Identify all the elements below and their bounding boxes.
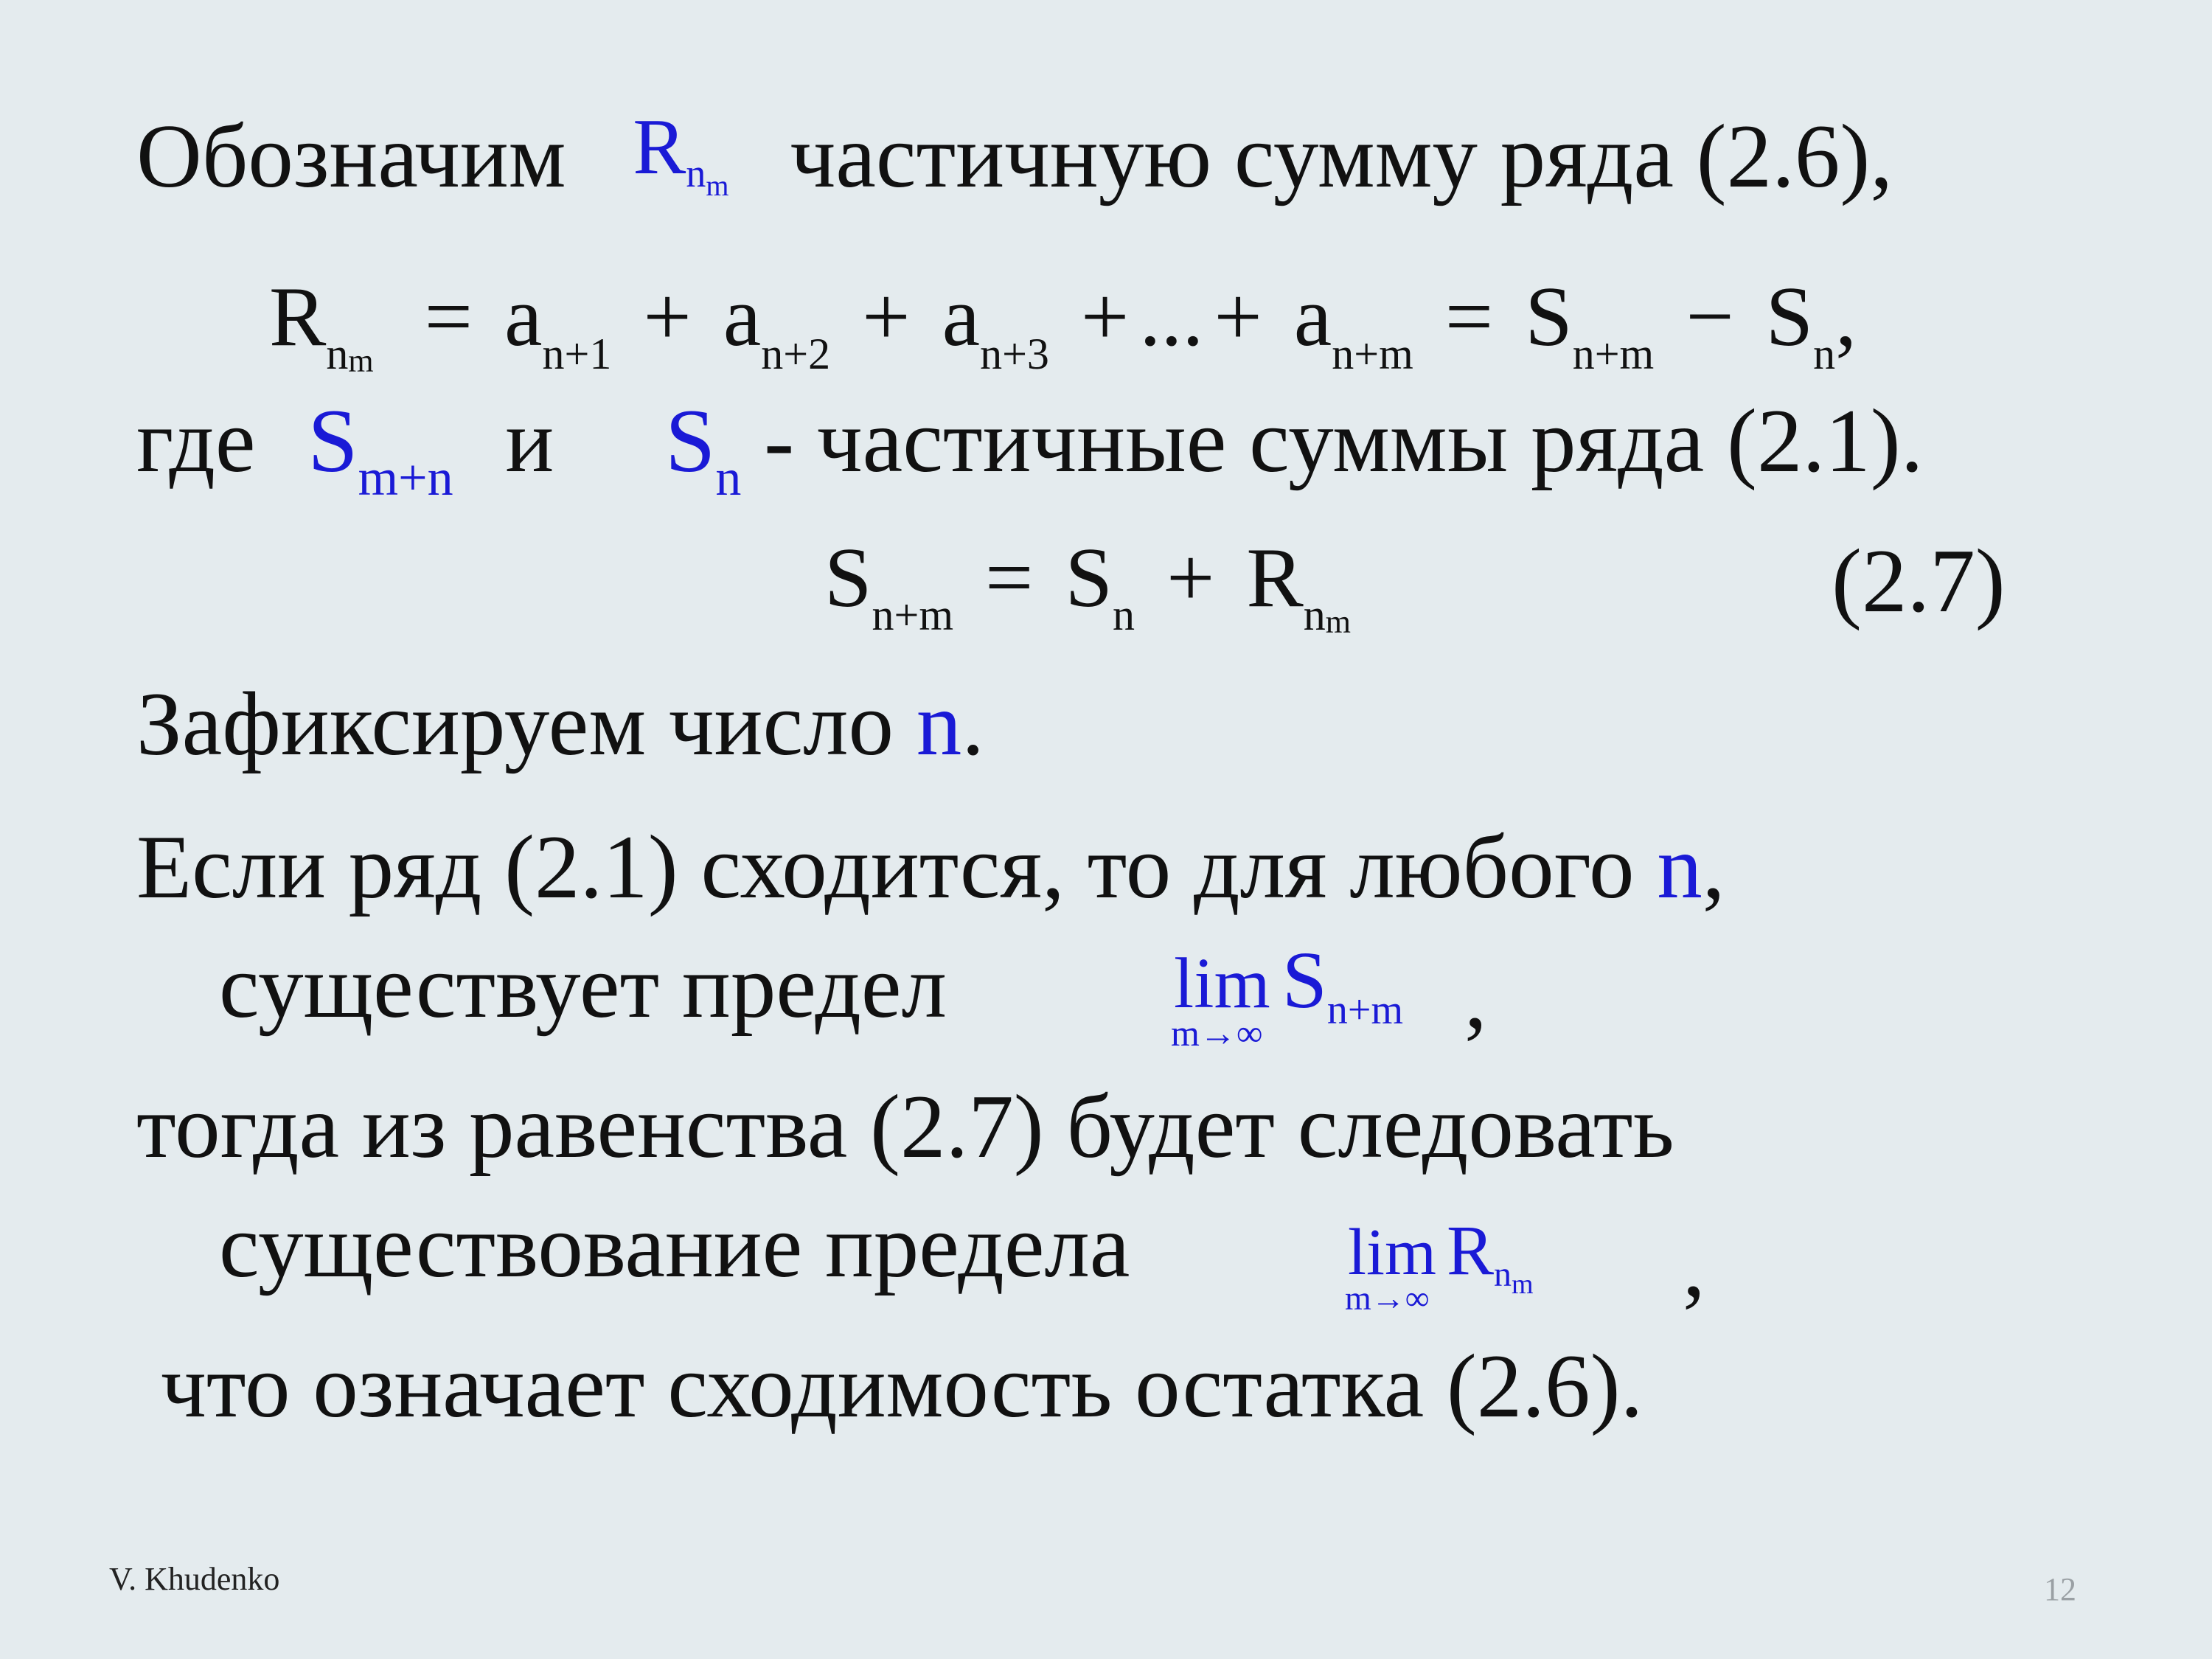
limit-r: lim Rnm m→∞ <box>1345 1211 1534 1317</box>
limit-s: lim Sn+m m→∞ <box>1171 935 1404 1054</box>
symbol-r-nm: $Rn_m$ <box>633 103 729 202</box>
footer-author: V. Khudenko <box>109 1561 280 1597</box>
symbol-s-n: $S_n$ <box>664 390 742 507</box>
line-limit-exists: существует предел <box>219 936 947 1037</box>
line-then: тогда из равенства (2.7) будет следовать <box>136 1076 1674 1177</box>
line-denote <box>136 103 1893 206</box>
page-number: 12 <box>2044 1571 2076 1607</box>
line-where: где $S_{m+n}$ и $S_n$ - частичные суммы ряда (2.1). <box>136 390 1924 507</box>
comma-1: , <box>1464 946 1487 1047</box>
line-conclusion: что означает сходимость остатка (2.6). <box>161 1335 1644 1436</box>
equation-number: (2.7) <box>1832 530 2006 631</box>
text-partial-sum: частичную сумму ряда (2.6), <box>790 105 1893 206</box>
symbol-s-mn: $S_{m+n}$ <box>307 390 453 507</box>
formula-remainder: $R_{nm} = a_{n+1} + a_{n+2} + a_{n+3}$ + ... + $a_{n+m} = S_{n+m} - S_n$, <box>269 270 1857 379</box>
comma-2: , <box>1683 1214 1705 1315</box>
line-if-converges: Если ряд (2.1) сходится, то для любого n, <box>136 816 1725 917</box>
text-denote: Обозначим <box>136 105 566 206</box>
formula-2-7: $S_{n+m} = S_n + R_{nm}$ <box>824 531 1351 640</box>
line-fix-n: Зафиксируем число n. <box>136 673 984 774</box>
line-limit-existence: существование предела <box>219 1195 1130 1296</box>
